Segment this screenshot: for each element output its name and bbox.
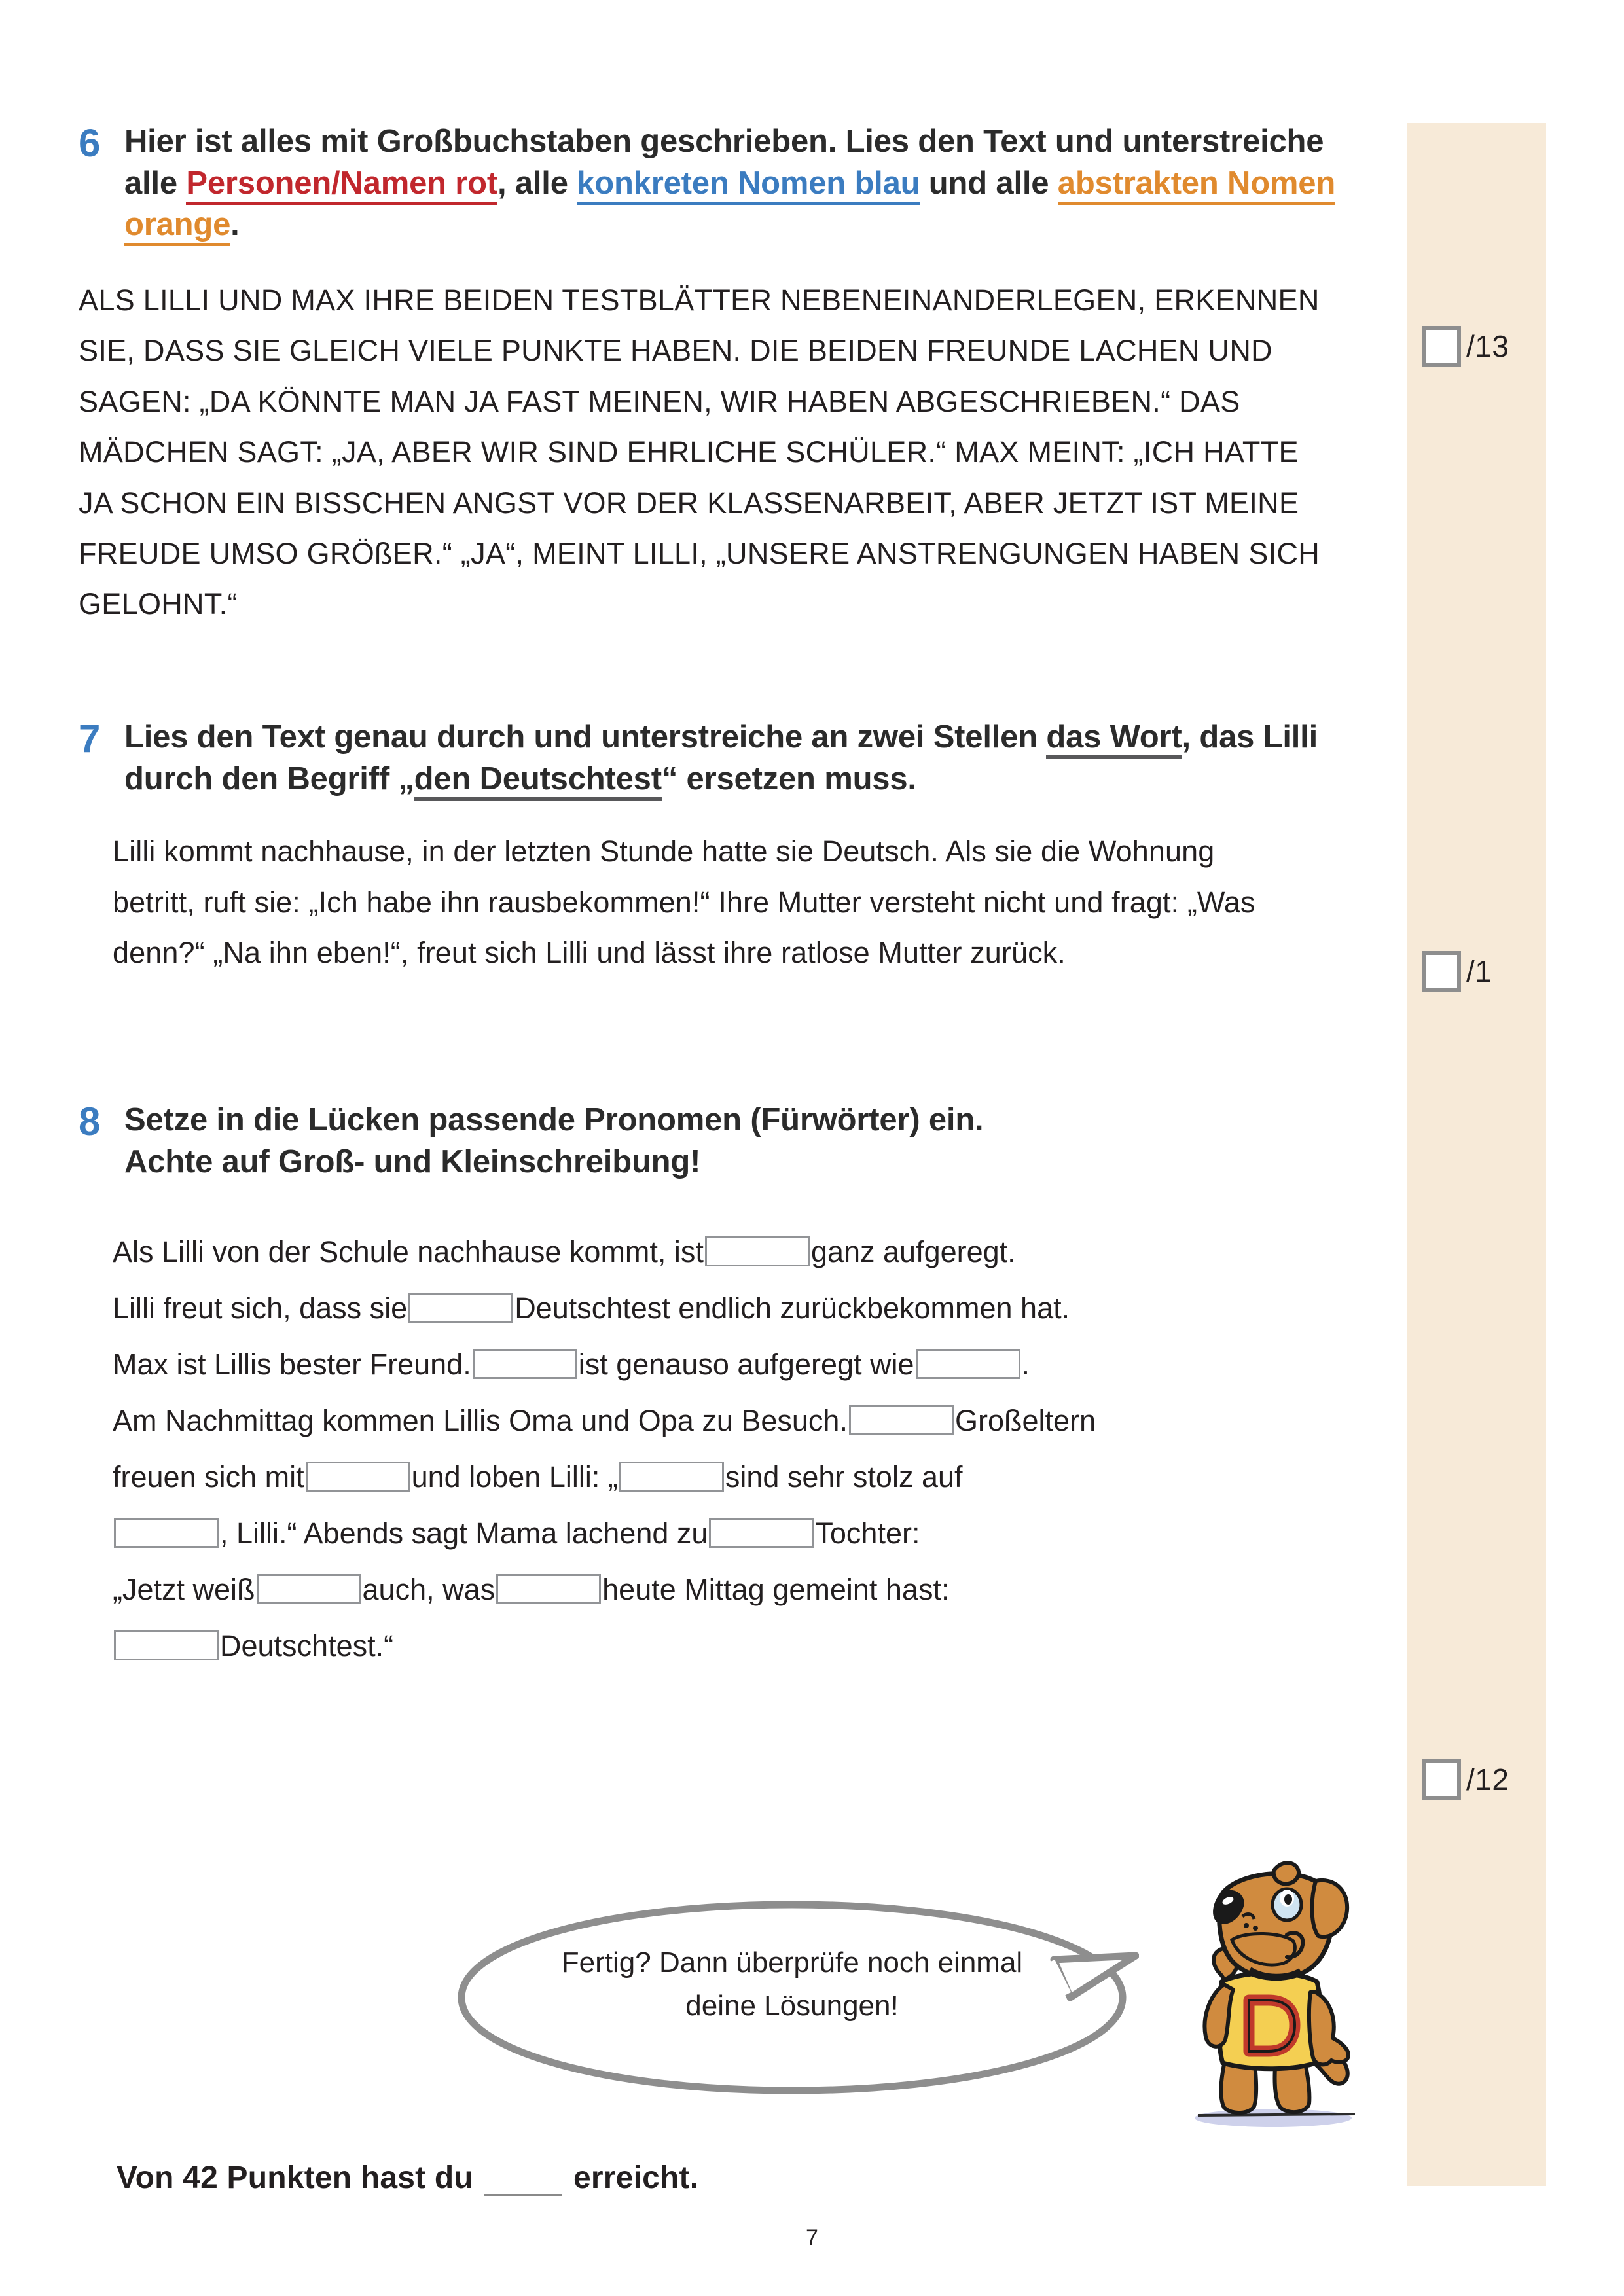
gap-sentence-text: „Jetzt weiß bbox=[113, 1572, 255, 1606]
gap-sentence-text: Max ist Lillis bester Freund. bbox=[113, 1347, 471, 1381]
instruction-segment: abstrakten Nomen orange bbox=[124, 166, 1335, 247]
instruction-segment: und alle bbox=[920, 165, 1058, 201]
task-6-text: ALS LILLI UND MAX IHRE BEIDEN TESTBLÄTTER NEBENEINANDERLEGEN, ERKENNEN SIE, DASS SIE GLEICH VIELE PUNKTE HABEN. DIE BEIDEN FREUNDE LACHEN UND SAGEN: „DA KÖNNTE MAN JA FAST MEINEN, WIR HABEN ABGESCHRIEBEN.“ DAS MÄDCHEN SAGT: „JA, ABER WIR SIND EHRLICHE SCHÜLER.“ MAX MEINT: „ICH HATTE JA SCHON EIN BISSCHEN ANGST VOR DER KLASSENARBEIT, ABER JETZT IST MEINE FREUDE UMSO GRÖßER.“ „JA“, MEINT LILLI, „UNSERE ANSTRENGUNGEN HABEN SICH GELOHNT.“ bbox=[79, 283, 1320, 621]
pronoun-blank-input[interactable] bbox=[709, 1518, 814, 1548]
instruction-segment: Achte auf Groß- und Kleinschreibung! bbox=[124, 1143, 701, 1179]
pronoun-blank-input[interactable] bbox=[473, 1349, 577, 1379]
task-8-gap-sentences bbox=[113, 1223, 1362, 1674]
score-denominator-task-7: /1 bbox=[1466, 954, 1492, 988]
total-score-prefix: Von 42 Punkten hast du bbox=[117, 2161, 473, 2195]
gap-sentence-text: Als Lilli von der Schule nachhause kommt, ist bbox=[113, 1234, 704, 1268]
task-6-number: 6 bbox=[79, 121, 101, 165]
gap-sentence-text: freuen sich mit bbox=[113, 1460, 304, 1494]
task-8-instruction bbox=[124, 1100, 983, 1183]
total-score-line bbox=[117, 2160, 698, 2196]
gap-sentence-row bbox=[113, 1223, 1362, 1280]
gap-sentence-row bbox=[113, 1392, 1362, 1448]
page-number: 7 bbox=[806, 2225, 818, 2250]
gap-sentence-text: . bbox=[1021, 1347, 1030, 1381]
gap-sentence-text: auch, was bbox=[362, 1572, 496, 1606]
gap-sentence-row bbox=[113, 1336, 1362, 1392]
instruction-segment: , das Lilli durch den Begriff „ bbox=[124, 719, 1318, 797]
task-7-instruction bbox=[124, 717, 1362, 800]
score-row-task-6 bbox=[1422, 326, 1509, 367]
gap-sentence-text: ganz aufgeregt. bbox=[810, 1234, 1016, 1268]
gap-sentence-text: heute Mittag gemeint hast: bbox=[602, 1572, 950, 1606]
gap-sentence-text: ist genauso aufgeregt wie bbox=[578, 1347, 914, 1381]
instruction-segment: , alle bbox=[497, 165, 577, 201]
pronoun-blank-input[interactable] bbox=[496, 1574, 601, 1604]
score-input-task-7[interactable] bbox=[1422, 951, 1461, 992]
gap-sentence-text: Tochter: bbox=[815, 1516, 920, 1550]
gap-sentence-text: sind sehr stolz auf bbox=[725, 1460, 963, 1494]
gap-sentence-text: Deutschtest endlich zurückbekommen hat. bbox=[514, 1291, 1070, 1325]
pronoun-blank-input[interactable] bbox=[257, 1574, 361, 1604]
dog-mascot-icon bbox=[1159, 1854, 1381, 2135]
pronoun-blank-input[interactable] bbox=[114, 1518, 219, 1548]
task-7-header bbox=[79, 717, 1362, 800]
pronoun-blank-input[interactable] bbox=[306, 1462, 410, 1492]
task-8 bbox=[79, 1100, 1362, 1674]
gap-sentence-text: Großeltern bbox=[954, 1403, 1096, 1437]
score-denominator-task-8: /12 bbox=[1466, 1763, 1509, 1797]
instruction-segment: das Wort bbox=[1046, 719, 1182, 759]
instruction-segment: “ ersetzen muss. bbox=[661, 761, 916, 797]
instruction-segment: den Deutschtest bbox=[414, 761, 662, 801]
pronoun-blank-input[interactable] bbox=[705, 1236, 810, 1266]
instruction-segment: Lies den Text genau durch und unterstreiche an zwei Stellen bbox=[124, 719, 1047, 755]
score-sidebar bbox=[1407, 123, 1546, 2186]
score-denominator-task-6: /13 bbox=[1466, 329, 1509, 363]
gap-sentence-text: Am Nachmittag kommen Lillis Oma und Opa zu Besuch. bbox=[113, 1403, 848, 1437]
gap-sentence-text: Deutschtest.“ bbox=[220, 1628, 394, 1662]
task-7-number: 7 bbox=[79, 717, 101, 761]
pronoun-blank-input[interactable] bbox=[619, 1462, 724, 1492]
gap-sentence-row bbox=[113, 1505, 1362, 1561]
task-7-text: Lilli kommt nachhause, in der letzten Stunde hatte sie Deutsch. Als sie die Wohnung betritt, ruft sie: „Ich habe ihn rausbekommen!“ Ihre Mutter versteht nicht und fragt: „Was denn?“ „Na ihn eben!“, freut sich Lilli und lässt ihre ratlose Mutter zurück. bbox=[113, 834, 1255, 970]
gap-sentence-row bbox=[113, 1280, 1362, 1336]
pronoun-blank-input[interactable] bbox=[849, 1405, 954, 1435]
speech-line-2: deine Lösungen! bbox=[685, 1990, 899, 2022]
gap-sentence-row bbox=[113, 1561, 1362, 1617]
pronoun-blank-input[interactable] bbox=[408, 1293, 513, 1323]
score-input-task-6[interactable] bbox=[1422, 326, 1461, 367]
gap-sentence-row bbox=[113, 1448, 1362, 1505]
score-input-task-8[interactable] bbox=[1422, 1759, 1461, 1800]
gap-sentence-row bbox=[113, 1617, 1362, 1674]
instruction-segment: . bbox=[230, 207, 240, 243]
score-row-task-8 bbox=[1422, 1759, 1509, 1800]
speech-line-1: Fertig? Dann überprüfe noch einmal bbox=[561, 1946, 1023, 1979]
gap-sentence-text: , Lilli.“ Abends sagt Mama lachend zu bbox=[220, 1516, 708, 1550]
score-row-task-7 bbox=[1422, 951, 1492, 992]
instruction-segment: Setze in die Lücken passende Pronomen (Fürwörter) ein. bbox=[124, 1102, 984, 1138]
task-6-header bbox=[79, 121, 1362, 246]
total-score-input[interactable] bbox=[484, 2164, 562, 2196]
task-8-number: 8 bbox=[79, 1100, 101, 1143]
gap-sentence-text: und loben Lilli: „ bbox=[411, 1460, 618, 1494]
instruction-segment: Personen/Namen rot bbox=[186, 166, 497, 205]
instruction-segment: konkreten Nomen blau bbox=[577, 166, 920, 205]
mascot-area bbox=[445, 1885, 1388, 2134]
task-7 bbox=[79, 717, 1362, 978]
task-6 bbox=[79, 121, 1362, 630]
pronoun-blank-input[interactable] bbox=[114, 1630, 219, 1660]
pronoun-blank-input[interactable] bbox=[916, 1349, 1020, 1379]
instruction-segment: Hier ist alles mit Großbuchstaben geschrieben. Lies den Text und unterstreiche alle bbox=[124, 124, 1324, 201]
total-score-suffix: erreicht. bbox=[573, 2161, 699, 2195]
task-8-header bbox=[79, 1100, 1362, 1183]
task-6-instruction bbox=[124, 121, 1362, 246]
gap-sentence-text: Lilli freut sich, dass sie bbox=[113, 1291, 408, 1325]
speech-bubble-text bbox=[484, 1941, 1100, 2028]
